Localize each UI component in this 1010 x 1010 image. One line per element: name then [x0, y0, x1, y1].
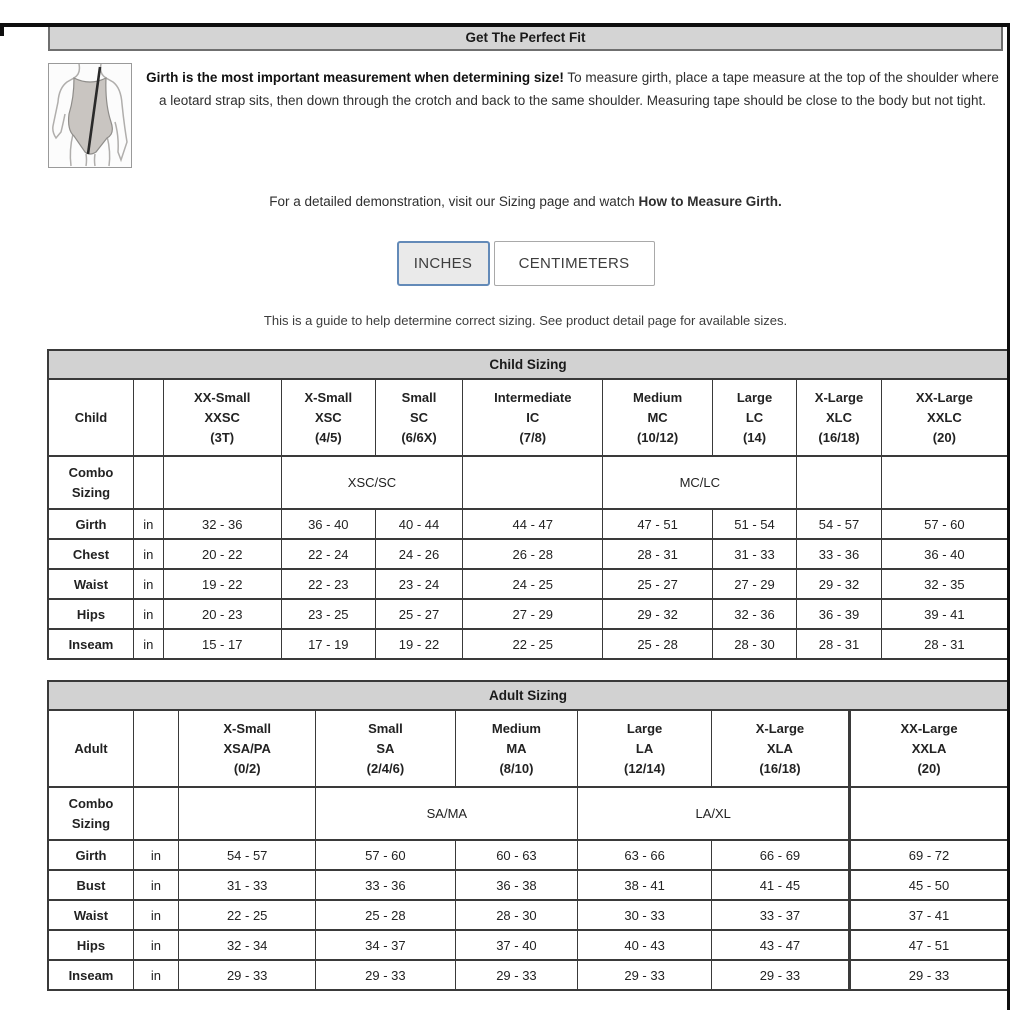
measurement-value: 60 - 63: [455, 840, 578, 870]
measurement-value: 25 - 27: [375, 599, 462, 629]
measurement-row: [48, 930, 1008, 960]
size-column-header: [455, 710, 578, 787]
measurement-value: 23 - 25: [281, 599, 375, 629]
measurement-row: [48, 870, 1008, 900]
measurement-value: 57 - 60: [316, 840, 455, 870]
intro-section: [48, 63, 1003, 168]
size-column-header: [375, 379, 462, 456]
size-column-header-line: (4/5): [314, 429, 342, 445]
measurement-row: [48, 599, 1008, 629]
combo-unit-cell: [133, 456, 163, 509]
size-column-header-line: MC: [647, 409, 668, 425]
measurement-row: [48, 960, 1008, 990]
adult-sizing-table-container: [47, 680, 1009, 991]
size-column-header-line: X-Small: [223, 720, 272, 736]
measurement-value: 27 - 29: [712, 569, 796, 599]
measurement-value: 51 - 54: [712, 509, 796, 539]
demo-note-bold: How to Measure Girth.: [638, 194, 782, 209]
measurement-value: 22 - 24: [281, 539, 375, 569]
size-column-header-line: Small: [401, 389, 437, 405]
measurement-unit: in: [133, 569, 163, 599]
measurement-row: [48, 509, 1008, 539]
measurement-value: 22 - 23: [281, 569, 375, 599]
measurement-value: 29 - 33: [850, 960, 1008, 990]
measurement-value: 28 - 31: [881, 629, 1008, 659]
size-column-header: [711, 710, 849, 787]
measurement-label: Waist: [48, 569, 133, 599]
size-column-header-line: XLC: [826, 409, 852, 425]
measurement-value: 47 - 51: [603, 509, 712, 539]
measurement-value: 40 - 44: [375, 509, 462, 539]
leotard-girth-diagram-image: [48, 63, 132, 168]
measurement-unit: in: [133, 870, 178, 900]
measurement-value: 47 - 51: [850, 930, 1008, 960]
measurement-label: Hips: [48, 599, 133, 629]
size-column-header-line: MA: [506, 740, 527, 756]
size-column-header: [578, 710, 711, 787]
size-column-header-line: XXLC: [927, 409, 962, 425]
measurement-value: 32 - 36: [712, 599, 796, 629]
measurement-value: 27 - 29: [463, 599, 603, 629]
measurement-value: 29 - 32: [603, 599, 712, 629]
measurement-value: 29 - 33: [455, 960, 578, 990]
adult-table-title: Adult Sizing: [48, 681, 1008, 710]
measurement-value: 37 - 40: [455, 930, 578, 960]
size-column-header-line: (14): [742, 429, 767, 445]
size-column-header-line: Medium: [633, 389, 683, 405]
measurement-value: 24 - 26: [375, 539, 462, 569]
measurement-value: 57 - 60: [881, 509, 1008, 539]
size-column-header-line: (10/12): [636, 429, 679, 445]
size-column-header-line: (3T): [210, 429, 235, 445]
size-column-header: [163, 379, 281, 456]
combo-group-cell: SA/MA: [316, 787, 578, 840]
girth-instructions: [142, 63, 1003, 112]
measurement-unit: in: [133, 539, 163, 569]
combo-group-cell: [163, 456, 281, 509]
measurement-value: 19 - 22: [375, 629, 462, 659]
size-column-header-line: (8/10): [499, 760, 534, 776]
measurement-value: 25 - 27: [603, 569, 712, 599]
measurement-value: 19 - 22: [163, 569, 281, 599]
measurement-value: 69 - 72: [850, 840, 1008, 870]
measurement-value: 25 - 28: [603, 629, 712, 659]
size-column-header-line: X-Small: [304, 389, 353, 405]
unit-header-cell: [133, 379, 163, 456]
measurement-value: 44 - 47: [463, 509, 603, 539]
size-column-header-line: XSA/PA: [223, 740, 271, 756]
measurement-value: 28 - 31: [797, 629, 881, 659]
size-column-header-line: SA: [376, 740, 395, 756]
measurement-value: 28 - 31: [603, 539, 712, 569]
size-column-header: [712, 379, 796, 456]
measurement-row: [48, 629, 1008, 659]
measurement-row: [48, 539, 1008, 569]
size-column-header-line: (12/14): [623, 760, 666, 776]
combo-sizing-label-line: Combo: [68, 795, 114, 811]
combo-group-cell: [179, 787, 316, 840]
measurement-row: [48, 840, 1008, 870]
measurement-value: 31 - 33: [712, 539, 796, 569]
measurement-value: 24 - 25: [463, 569, 603, 599]
child-sizing-table: [47, 349, 1009, 660]
measurement-unit: in: [133, 900, 178, 930]
measurement-value: 33 - 36: [797, 539, 881, 569]
measurement-value: 43 - 47: [711, 930, 849, 960]
measurement-unit: in: [133, 840, 178, 870]
measurement-value: 54 - 57: [179, 840, 316, 870]
combo-group-cell: [463, 456, 603, 509]
measurement-value: 40 - 43: [578, 930, 711, 960]
measurement-value: 54 - 57: [797, 509, 881, 539]
measurement-value: 32 - 34: [179, 930, 316, 960]
combo-sizing-label: [48, 787, 133, 840]
measurement-value: 26 - 28: [463, 539, 603, 569]
measurement-label: Chest: [48, 539, 133, 569]
inches-button[interactable]: INCHES: [397, 241, 490, 286]
child-table-title: Child Sizing: [48, 350, 1008, 379]
size-column-header: [316, 710, 455, 787]
measurement-value: 20 - 22: [163, 539, 281, 569]
demo-note: [48, 194, 1003, 209]
size-column-header-line: (6/6X): [401, 429, 437, 445]
measurement-value: 20 - 23: [163, 599, 281, 629]
size-column-header: [179, 710, 316, 787]
size-column-header-line: (0/2): [233, 760, 261, 776]
measurement-value: 32 - 36: [163, 509, 281, 539]
measurement-value: 33 - 37: [711, 900, 849, 930]
size-column-header: [850, 710, 1008, 787]
row-header-cell: Child: [48, 379, 133, 456]
measurement-value: 25 - 28: [316, 900, 455, 930]
size-column-header-line: Medium: [491, 720, 541, 736]
unit-toggle: [48, 241, 1003, 286]
child-sizing-table-container: [47, 349, 1009, 660]
measurement-value: 66 - 69: [711, 840, 849, 870]
measurement-value: 29 - 33: [179, 960, 316, 990]
size-column-header-line: (2/4/6): [366, 760, 405, 776]
sizing-guide-note: This is a guide to help determine correct sizing. See product detail page for available sizes.: [263, 313, 788, 328]
measurement-value: 29 - 33: [578, 960, 711, 990]
size-column-header-line: Intermediate: [494, 389, 572, 405]
size-column-header-line: LC: [745, 409, 764, 425]
size-column-header-line: Small: [368, 720, 403, 736]
combo-sizing-label-line: Sizing: [71, 815, 111, 831]
page-title: [48, 23, 1003, 51]
measurement-value: 22 - 25: [179, 900, 316, 930]
size-column-header-line: Large: [626, 720, 663, 736]
adult-sizing-table: [47, 680, 1009, 991]
size-column-header: [881, 379, 1008, 456]
measurement-unit: in: [133, 509, 163, 539]
measurement-unit: in: [133, 599, 163, 629]
measurement-unit: in: [133, 930, 178, 960]
size-column-header-line: XX-Small: [194, 389, 251, 405]
centimeters-button[interactable]: CENTIMETERS: [494, 241, 655, 286]
measurement-value: 41 - 45: [711, 870, 849, 900]
measurement-value: 36 - 40: [281, 509, 375, 539]
measurement-label: Inseam: [48, 960, 133, 990]
size-column-header-line: (7/8): [519, 429, 547, 445]
measurement-value: 22 - 25: [463, 629, 603, 659]
window-frame-corner: [0, 23, 4, 36]
combo-unit-cell: [133, 787, 178, 840]
measurement-value: 15 - 17: [163, 629, 281, 659]
size-column-header-line: (20): [917, 760, 941, 776]
size-column-header-line: XX-Large: [900, 720, 958, 736]
size-column-header-line: X-Large: [755, 720, 805, 736]
measurement-value: 32 - 35: [881, 569, 1008, 599]
measurement-value: 30 - 33: [578, 900, 711, 930]
size-column-header-line: XX-Large: [915, 389, 973, 405]
combo-group-cell: XSC/SC: [281, 456, 462, 509]
combo-group-cell: [797, 456, 881, 509]
measurement-label: Girth: [48, 840, 133, 870]
measurement-label: Inseam: [48, 629, 133, 659]
measurement-value: 29 - 32: [797, 569, 881, 599]
measurement-value: 31 - 33: [179, 870, 316, 900]
size-column-header-line: (16/18): [759, 760, 801, 776]
measurement-label: Bust: [48, 870, 133, 900]
size-column-header: [281, 379, 375, 456]
measurement-label: Waist: [48, 900, 133, 930]
size-column-header: [603, 379, 712, 456]
measurement-value: 38 - 41: [578, 870, 711, 900]
size-column-header-line: Large: [736, 389, 773, 405]
combo-group-cell: [850, 787, 1008, 840]
demo-note-text: For a detailed demonstration, visit our Sizing page and watch: [269, 194, 639, 209]
measurement-row: [48, 569, 1008, 599]
measurement-unit: in: [133, 960, 178, 990]
size-column-header-line: (20): [932, 429, 956, 445]
size-column-header-line: LA: [635, 740, 654, 756]
measurement-value: 63 - 66: [578, 840, 711, 870]
measurement-value: 36 - 38: [455, 870, 578, 900]
combo-group-cell: [881, 456, 1008, 509]
measurement-label: Hips: [48, 930, 133, 960]
size-column-header: [797, 379, 881, 456]
combo-sizing-label-line: Combo: [68, 464, 114, 480]
unit-header-cell: [133, 710, 178, 787]
measurement-value: 29 - 33: [316, 960, 455, 990]
measurement-value: 28 - 30: [712, 629, 796, 659]
measurement-value: 17 - 19: [281, 629, 375, 659]
measurement-row: [48, 900, 1008, 930]
measurement-unit: in: [133, 629, 163, 659]
page-title-text: Get The Perfect Fit: [465, 29, 586, 45]
combo-sizing-label-line: Sizing: [71, 484, 111, 500]
row-header-cell: Adult: [48, 710, 133, 787]
combo-sizing-label: [48, 456, 133, 509]
size-column-header-line: XLA: [766, 740, 793, 756]
measurement-value: 23 - 24: [375, 569, 462, 599]
measurement-value: 34 - 37: [316, 930, 455, 960]
size-column-header: [463, 379, 603, 456]
size-column-header-line: XSC: [314, 409, 342, 425]
size-column-header-line: SC: [409, 409, 429, 425]
measurement-value: 45 - 50: [850, 870, 1008, 900]
measurement-value: 36 - 39: [797, 599, 881, 629]
size-column-header-line: X-Large: [814, 389, 864, 405]
leotard-girth-icon: [49, 64, 131, 167]
girth-instructions-body: To measure girth, place a tape measure at the top of the shoulder where a leotard strap sits, then down through the crotch and back to the same shoulder. Measuring tape should be close to the body but not tight.: [158, 70, 999, 108]
measurement-value: 37 - 41: [850, 900, 1008, 930]
measurement-value: 33 - 36: [316, 870, 455, 900]
measurement-value: 29 - 33: [711, 960, 849, 990]
combo-group-cell: MC/LC: [603, 456, 797, 509]
measurement-value: 36 - 40: [881, 539, 1008, 569]
window-frame-top: [0, 23, 1010, 27]
size-column-header-line: XXSC: [204, 409, 240, 425]
size-column-header-line: XXLA: [911, 740, 947, 756]
measurement-label: Girth: [48, 509, 133, 539]
girth-instructions-lead: Girth is the most important measurement when determining size!: [146, 70, 564, 85]
measurement-value: 39 - 41: [881, 599, 1008, 629]
measurement-value: 28 - 30: [455, 900, 578, 930]
combo-group-cell: LA/XL: [578, 787, 850, 840]
size-column-header-line: (16/18): [818, 429, 860, 445]
size-column-header-line: IC: [526, 409, 540, 425]
